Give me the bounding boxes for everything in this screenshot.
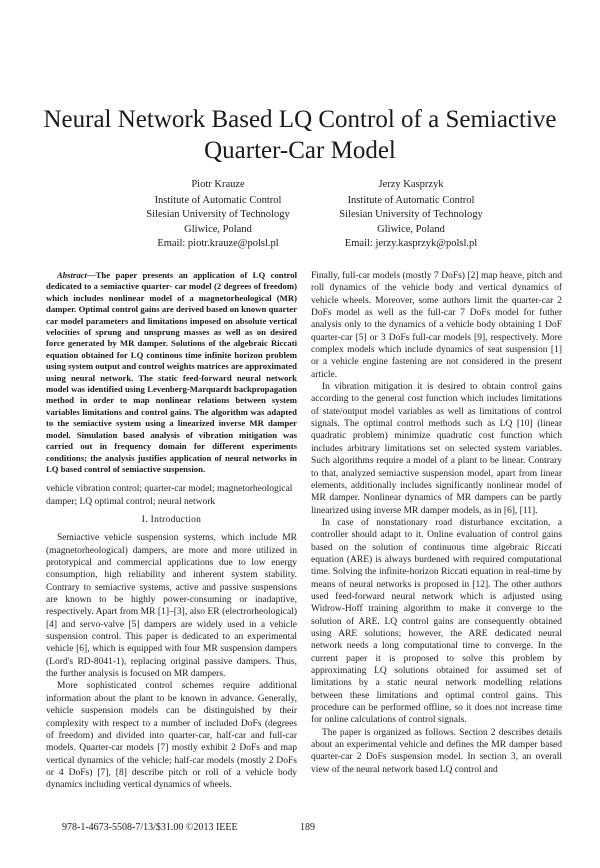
body-paragraph: In vibration mitigation it is desired to obtain control gains according to the general cost function which includes limitations of state/output model variables as well as limitations of control signals. The optimal control methods such as LQ [10] (linear quadratic problem) minimize quadratic cost function which includes arbitrary limitations set on selected system variables. Such algorithms require a model of a plant to be linear. Contrary to that, analyzed semiactive suspension model, apart from linear elements, additionally includes significantly nonlinear model of MR damper. Nonlinear dynamics of MR dampers can be partly linearized using inverse MR damper models, as in [6], [11].: [311, 382, 562, 516]
author-block-1: [113, 178, 323, 252]
body-paragraph: Semiactive vehicle suspension systems, which include MR (magnetorheological) dampers, are more and more utilized in prototypical and commercial applications due to low energy consumption, high reliability and inherent system stability. Contrary to semiactive systems, active and passive suspensions are known to be highly power-consuming or inadaptive, respectively. Apart from MR [1]–[3], also ER (electrorheological) [4] and servo-valve [5] dampers are widely used in a vehicle suspension control. This paper is dedicated to an experimental vehicle [6], which is equipped with four MR suspension dampers (Lord's RD-8041-1), replacing original passive dampers. Thus, the further analysis is focused on MR dampers.: [46, 533, 297, 680]
title-line-1: Neural Network Based LQ Control of a Semiactive: [43, 106, 557, 133]
left-column: [46, 270, 297, 792]
body-paragraph: In case of nonstationary road disturbance excitation, a controller should adapt to it. Online evaluation of control gains based on the solution of continuous time algebraic Riccati equation (ARE) is always burdened with required computational time. Solving the infinite-horizon Riccati equation in real-time by means of neural networks is proposed in [12]. The other authors used feed-forward neural network which is adjusted using Widrow-Hoff training algorithm to make it converge to the solution of ARE. LQ control gains are consequently obtained using ARE solutions; however, the ARE dedicated neural network needs a long computational time to converge. In the current paper it is proposed to solve this problem by approximating LQ solutions obtained for assumed set of limitations by a static neural network modelling relations between these limitations and optimal control gains. This procedure can be performed offline, so it does not increase time for online calculations of control signals.: [311, 517, 562, 726]
abstract-text: —The paper presents an application of LQ control dedicated to a semiactive quarter- car model (2 degrees of freedom) which includes nonlinear model of a magnetorheological (MR) damper. Optimal control gains are derived based on known quarter car model parameters and limitations imposed on absolute vertical velocities of sprung and unsprung masses as well as on desired force generated by MR damper. Solutions of the algebraic Riccati equation obtained for LQ continous time infinite horizon problem using system output and control weights matrices are approximated using neural network. The static feed-forward neural network model was identified using Levenberg-Marquardt backpropagation method in order to map nonlinear relations between system variables limitations and control gains. The algorithm was adapted to the semiactive system using a linearized inverse MR damper model. Simulation based analysis of vibration mitigation was carried out in frequency domain for different experiments conditions; the analysis justifies application of neural networks in LQ based control of semiactive suspension.: [46, 270, 297, 474]
author-location: Gliwice, Poland: [377, 223, 445, 235]
body-paragraph: More sophisticated control schemes require additional information about the plant to be known in advance. Generally, vehicle suspension models can be distinguished by their complexity with respect to a number of included DoFs (degrees of freedom) and divided into quarter-car, half-car and full-car models. Quarter-car models [7] mostly exhibit 2 DoFs and map vertical dynamics of the vehicle; half-car models (mostly 2 DoFs or 4 DoFs) [7], [8] describe pitch or roll of a vehicle body dynamics including vertical dynamics of wheels.: [46, 681, 297, 791]
author-university: Silesian University of Technology: [146, 209, 290, 220]
abstract: [46, 270, 297, 475]
author-affiliation: Institute of Automatic Control: [347, 194, 475, 206]
body-paragraph: Finally, full-car models (mostly 7 DoFs) [2] map heave, pitch and roll dynamics of the vehicle body and vertical dynamics of vehicle wheels. Moreover, some authors limit the quarter-car 2 DoFs model as well as the full-car 7 DoFs model for futher analysis only to the dynamics of a vehicle body obtaining 1 DoF quarter-car [5] or 3 DoFs full-car models [9], respectively. More complex models which include dynamics of seat suspension [1] or a vehicle engine fastening are not considered in the present article.: [311, 271, 562, 380]
author-location: Gliwice, Poland: [184, 223, 252, 235]
author-name: Piotr Krauze: [191, 179, 245, 190]
author-email[interactable]: Email: jerzy.kasprzyk@polsl.pl: [344, 238, 478, 249]
author-email[interactable]: Email: piotr.krauze@polsl.pl: [157, 238, 279, 249]
section-heading-introduction: I. Introduction: [141, 515, 202, 525]
keywords: vehicle vibration control; quarter-car model; magnetorheological damper; LQ optimal control; neural network: [46, 484, 293, 507]
author-name: Jerzy Kasprzyk: [378, 179, 444, 190]
body-paragraph: The paper is organized as follows. Section 2 describes details about an experimental vehicle and defines the MR damper based quarter-car 2 DoFs suspension model. In section 3, an overall view of the neural network based LQ control and: [311, 727, 562, 775]
title-line-2: Quarter-Car Model: [204, 137, 396, 164]
paper-title: [0, 104, 600, 166]
right-column: [311, 270, 562, 776]
abstract-label: Abstract: [57, 270, 87, 280]
footer-copyright: 978-1-4673-5508-7/13/$31.00 ©2013 IEEE: [62, 822, 238, 833]
author-affiliation: Institute of Automatic Control: [154, 194, 282, 206]
author-university: Silesian University of Technology: [339, 209, 483, 220]
author-block-2: [306, 178, 516, 252]
page-number: 189: [300, 822, 315, 833]
